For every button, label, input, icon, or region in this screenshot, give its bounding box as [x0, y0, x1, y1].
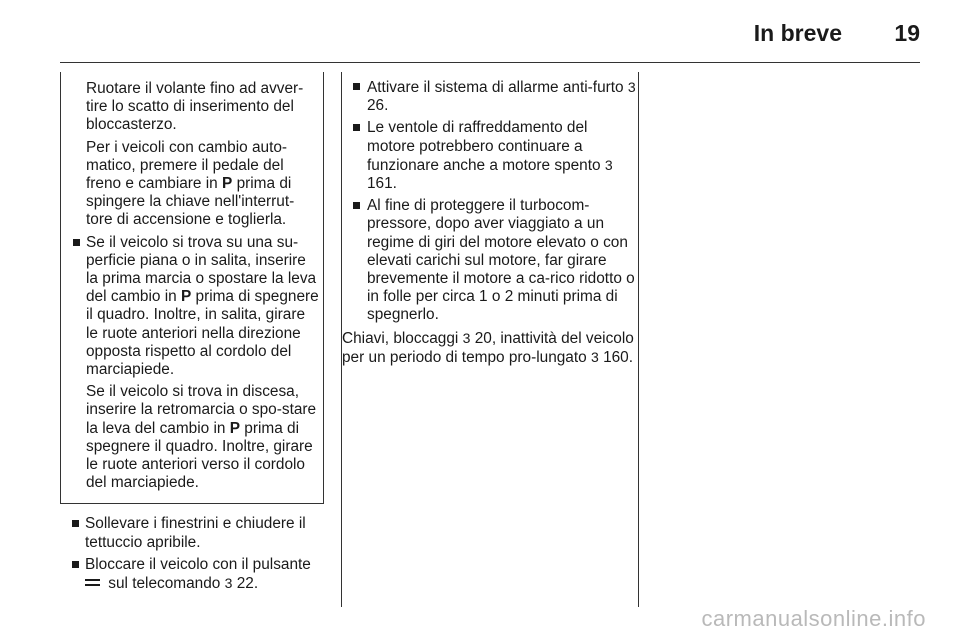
- watermark: carmanualsonline.info: [701, 606, 926, 631]
- square-bullet-icon: [73, 239, 80, 246]
- continued-box: [60, 72, 324, 504]
- lock-button-icon: [85, 578, 100, 587]
- section-title: In breve: [753, 20, 842, 46]
- box-paragraph: Se il veicolo si trova in discesa, inserire la retromarcia o spo-stare la leva del cambio in P prima di spegnere il quadro. Inoltre, girare le ruote anteriori verso il cordolo del marciapiede.: [86, 383, 317, 492]
- page-ref-arrow-icon: 3: [627, 79, 636, 95]
- cross-reference-paragraph: Chiavi, bloccaggi 3 20, inattività del veicolo per un periodo di tempo pro-lungato 3 160.: [342, 329, 634, 366]
- page-ref[interactable]: 161.: [367, 175, 397, 193]
- page-ref-arrow-icon: 3: [462, 329, 471, 346]
- page-ref-arrow-icon: 3: [590, 348, 599, 365]
- page-ref[interactable]: 22.: [236, 575, 259, 593]
- page-ref[interactable]: 26.: [367, 97, 389, 115]
- page-ref[interactable]: 20, inattività del veicolo per un periodo di tempo pro-lungato: [342, 329, 634, 366]
- page-ref-arrow-icon: 3: [224, 575, 233, 592]
- square-bullet-icon: [353, 83, 360, 90]
- column-left: [60, 72, 324, 597]
- header-divider: [60, 62, 920, 63]
- box-paragraph: Ruotare il volante fino ad avver-tire lo scatto di inserimento del bloccasterzo.: [86, 80, 304, 134]
- list-item: Le ventole di raffreddamento del motore potrebbero continuare a funzionare anche a motore spento 3 161.: [342, 119, 638, 193]
- square-bullet-icon: [72, 561, 79, 568]
- column-middle: [342, 78, 638, 367]
- list-item: Se il veicolo si trova su una su-perficie piana o in salita, inserire la prima marcia o spostare la leva del cambio in P prima di spegnere il quadro. Inoltre, in salita, girare le ruote anteriori nella direzione opposta rispetto al cordolo del marciapiede.: [61, 234, 319, 380]
- column-divider-2: [638, 72, 639, 607]
- page-ref-arrow-icon: 3: [604, 156, 613, 173]
- list-item: Al fine di proteggere il turbocom-pressore, dopo aver viaggiato a un regime di giri del motore elevato o con elevati carichi sul motore, far girare brevemente il motore a ca-rico ridotto o in folle per circa 1 o 2 minuti prima di spegnerlo.: [342, 197, 638, 324]
- page-ref[interactable]: 160.: [603, 348, 634, 366]
- box-paragraph: Per i veicoli con cambio auto-matico, premere il pedale del freno e cambiare in P prima di spingere la chiave nell'interrut-tore di accensione e toglierla.: [86, 138, 295, 229]
- square-bullet-icon: [353, 124, 360, 131]
- square-bullet-icon: [72, 520, 79, 527]
- square-bullet-icon: [353, 202, 360, 209]
- list-item: Attivare il sistema di allarme anti-furto 3 26.: [342, 78, 638, 115]
- page-number: 19: [894, 20, 920, 46]
- list-item: Bloccare il veicolo con il pulsante sul telecomando 3 22.: [60, 556, 324, 593]
- list-item: Sollevare i finestrini e chiudere il tettuccio apribile.: [60, 515, 324, 551]
